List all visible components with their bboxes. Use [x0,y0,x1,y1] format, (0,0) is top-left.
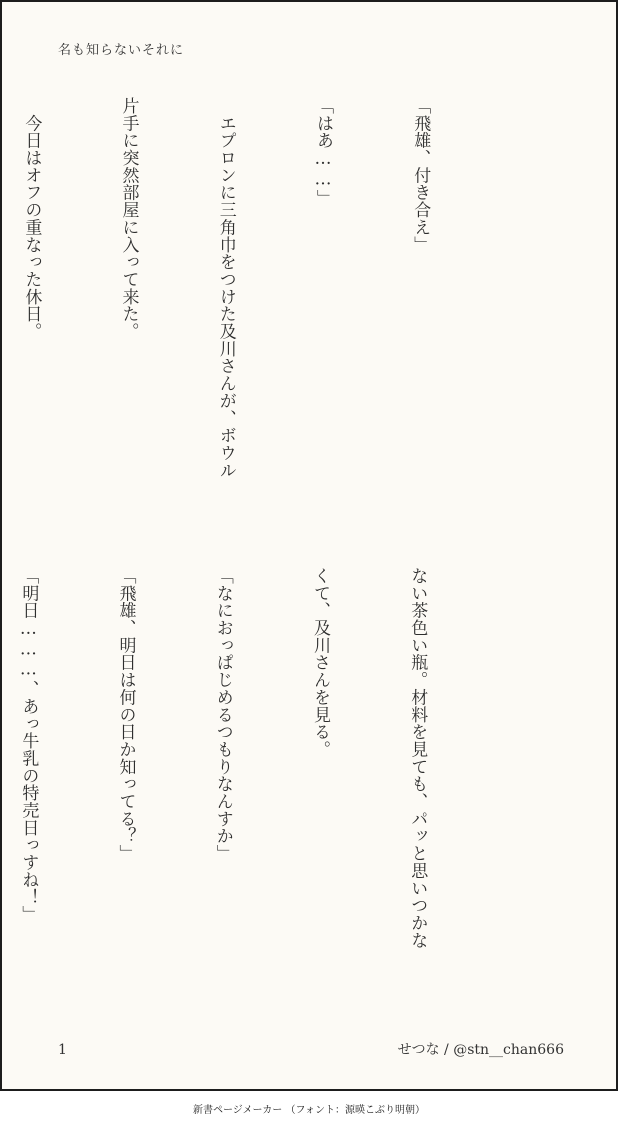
text-column: 片手に突然部屋に入って来た。 [118,97,139,340]
text-column: 「飛雄、付き合え」 [410,97,431,254]
author-credit: せつな / @stn__chan666 [397,1042,564,1058]
text-column: 「はあ……」 [312,97,333,208]
text-column: 「飛雄、明日は何の日か知ってる？」 [115,567,136,862]
text-column: 「なにおっぱじめるつもりなんすか」 [212,567,233,862]
text-column: 今日はオフの重なった休日。 [21,97,42,340]
text-column: 「明日………、あっ牛乳の特売日っすね！」 [18,567,39,923]
text-column: ない茶色い瓶。材料を見ても、パッと思いつかな [407,567,428,949]
text-column: エプロンに三角巾をつけた及川さんが、ボウル [215,97,236,479]
page-title: 名も知らないそれに [58,43,185,58]
text-block-bottom [0,567,498,997]
page-number: 1 [58,1042,67,1058]
text-block-top [0,97,501,527]
maker-credit: 新書ページメーカー （フォント：源暎こぶり明朝） [193,1105,425,1116]
text-column: くて、及川さんを見る。 [309,567,330,758]
